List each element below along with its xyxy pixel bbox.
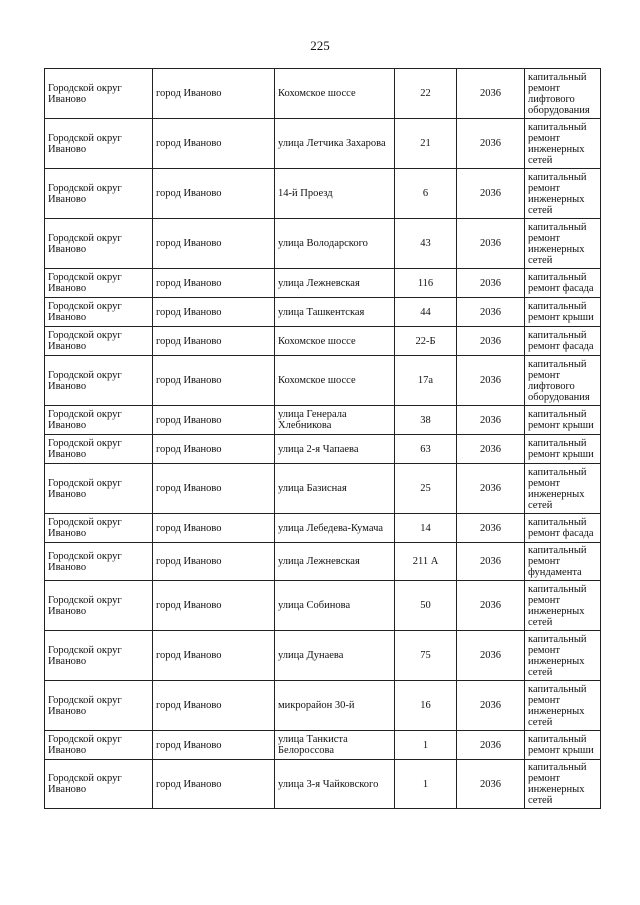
year-cell: 2036 xyxy=(457,119,525,169)
table-row xyxy=(45,219,601,269)
city-cell: город Иваново xyxy=(153,581,275,631)
city-cell: город Иваново xyxy=(153,269,275,298)
municipal-district-cell: Городской округ Иваново xyxy=(45,269,153,298)
repair-schedule-table xyxy=(44,68,601,809)
work-type-cell: капитальный ремонт фасада xyxy=(525,514,601,543)
table-body xyxy=(45,69,601,809)
work-type-cell: капитальный ремонт инженерных сетей xyxy=(525,681,601,731)
work-type-cell: капитальный ремонт инженерных сетей xyxy=(525,464,601,514)
street-cell: улица Собинова xyxy=(275,581,395,631)
year-cell: 2036 xyxy=(457,514,525,543)
house-number-cell: 75 xyxy=(395,631,457,681)
municipal-district-cell: Городской округ Иваново xyxy=(45,581,153,631)
house-number-cell: 38 xyxy=(395,406,457,435)
street-cell: 14-й Проезд xyxy=(275,169,395,219)
municipal-district-cell: Городской округ Иваново xyxy=(45,731,153,760)
house-number-cell: 116 xyxy=(395,269,457,298)
work-type-cell: капитальный ремонт инженерных сетей xyxy=(525,169,601,219)
table-row xyxy=(45,543,601,581)
municipal-district-cell: Городской округ Иваново xyxy=(45,119,153,169)
city-cell: город Иваново xyxy=(153,169,275,219)
table-row xyxy=(45,464,601,514)
year-cell: 2036 xyxy=(457,760,525,809)
work-type-cell: капитальный ремонт лифтового оборудования xyxy=(525,356,601,406)
table-row xyxy=(45,514,601,543)
table-row xyxy=(45,681,601,731)
year-cell: 2036 xyxy=(457,731,525,760)
street-cell: Кохомское шоссе xyxy=(275,356,395,406)
house-number-cell: 1 xyxy=(395,731,457,760)
street-cell: улица Лебедева-Кумача xyxy=(275,514,395,543)
city-cell: город Иваново xyxy=(153,298,275,327)
year-cell: 2036 xyxy=(457,219,525,269)
work-type-cell: капитальный ремонт инженерных сетей xyxy=(525,119,601,169)
street-cell: улица Ташкентская xyxy=(275,298,395,327)
municipal-district-cell: Городской округ Иваново xyxy=(45,631,153,681)
year-cell: 2036 xyxy=(457,69,525,119)
street-cell: улица Танкиста Белороссова xyxy=(275,731,395,760)
street-cell: улица Базисная xyxy=(275,464,395,514)
table-row xyxy=(45,631,601,681)
street-cell: Кохомское шоссе xyxy=(275,69,395,119)
year-cell: 2036 xyxy=(457,543,525,581)
street-cell: улица Володарского xyxy=(275,219,395,269)
table-row xyxy=(45,298,601,327)
street-cell: Кохомское шоссе xyxy=(275,327,395,356)
street-cell: улица Летчика Захарова xyxy=(275,119,395,169)
table-row xyxy=(45,169,601,219)
house-number-cell: 1 xyxy=(395,760,457,809)
table-row xyxy=(45,731,601,760)
municipal-district-cell: Городской округ Иваново xyxy=(45,760,153,809)
street-cell: улица Лежневская xyxy=(275,269,395,298)
work-type-cell: капитальный ремонт инженерных сетей xyxy=(525,631,601,681)
house-number-cell: 50 xyxy=(395,581,457,631)
table-row xyxy=(45,356,601,406)
year-cell: 2036 xyxy=(457,435,525,464)
house-number-cell: 17а xyxy=(395,356,457,406)
work-type-cell: капитальный ремонт инженерных сетей xyxy=(525,760,601,809)
street-cell: улица Дунаева xyxy=(275,631,395,681)
page-number: 225 xyxy=(310,38,330,53)
city-cell: город Иваново xyxy=(153,356,275,406)
work-type-cell: капитальный ремонт крыши xyxy=(525,298,601,327)
municipal-district-cell: Городской округ Иваново xyxy=(45,69,153,119)
municipal-district-cell: Городской округ Иваново xyxy=(45,169,153,219)
work-type-cell: капитальный ремонт крыши xyxy=(525,435,601,464)
city-cell: город Иваново xyxy=(153,219,275,269)
city-cell: город Иваново xyxy=(153,327,275,356)
table-row xyxy=(45,327,601,356)
street-cell: улица Лежневская xyxy=(275,543,395,581)
street-cell: микрорайон 30-й xyxy=(275,681,395,731)
municipal-district-cell: Городской округ Иваново xyxy=(45,219,153,269)
city-cell: город Иваново xyxy=(153,464,275,514)
city-cell: город Иваново xyxy=(153,543,275,581)
house-number-cell: 22-Б xyxy=(395,327,457,356)
year-cell: 2036 xyxy=(457,631,525,681)
city-cell: город Иваново xyxy=(153,406,275,435)
city-cell: город Иваново xyxy=(153,435,275,464)
street-cell: улица Генерала Хлебникова xyxy=(275,406,395,435)
municipal-district-cell: Городской округ Иваново xyxy=(45,406,153,435)
street-cell: улица 2-я Чапаева xyxy=(275,435,395,464)
table-row xyxy=(45,760,601,809)
municipal-district-cell: Городской округ Иваново xyxy=(45,543,153,581)
city-cell: город Иваново xyxy=(153,731,275,760)
house-number-cell: 22 xyxy=(395,69,457,119)
work-type-cell: капитальный ремонт крыши xyxy=(525,731,601,760)
work-type-cell: капитальный ремонт крыши xyxy=(525,406,601,435)
table-row xyxy=(45,435,601,464)
year-cell: 2036 xyxy=(457,327,525,356)
city-cell: город Иваново xyxy=(153,514,275,543)
municipal-district-cell: Городской округ Иваново xyxy=(45,298,153,327)
year-cell: 2036 xyxy=(457,269,525,298)
table-row xyxy=(45,581,601,631)
house-number-cell: 63 xyxy=(395,435,457,464)
municipal-district-cell: Городской округ Иваново xyxy=(45,681,153,731)
municipal-district-cell: Городской округ Иваново xyxy=(45,514,153,543)
city-cell: город Иваново xyxy=(153,69,275,119)
house-number-cell: 44 xyxy=(395,298,457,327)
municipal-district-cell: Городской округ Иваново xyxy=(45,464,153,514)
house-number-cell: 25 xyxy=(395,464,457,514)
house-number-cell: 6 xyxy=(395,169,457,219)
work-type-cell: капитальный ремонт фундамента xyxy=(525,543,601,581)
city-cell: город Иваново xyxy=(153,760,275,809)
municipal-district-cell: Городской округ Иваново xyxy=(45,327,153,356)
table-row xyxy=(45,406,601,435)
city-cell: город Иваново xyxy=(153,681,275,731)
house-number-cell: 16 xyxy=(395,681,457,731)
year-cell: 2036 xyxy=(457,581,525,631)
year-cell: 2036 xyxy=(457,681,525,731)
city-cell: город Иваново xyxy=(153,119,275,169)
work-type-cell: капитальный ремонт фасада xyxy=(525,327,601,356)
house-number-cell: 21 xyxy=(395,119,457,169)
house-number-cell: 211 А xyxy=(395,543,457,581)
table-row xyxy=(45,119,601,169)
municipal-district-cell: Городской округ Иваново xyxy=(45,435,153,464)
work-type-cell: капитальный ремонт инженерных сетей xyxy=(525,219,601,269)
year-cell: 2036 xyxy=(457,406,525,435)
work-type-cell: капитальный ремонт фасада xyxy=(525,269,601,298)
house-number-cell: 43 xyxy=(395,219,457,269)
house-number-cell: 14 xyxy=(395,514,457,543)
year-cell: 2036 xyxy=(457,169,525,219)
work-type-cell: капитальный ремонт лифтового оборудования xyxy=(525,69,601,119)
municipal-district-cell: Городской округ Иваново xyxy=(45,356,153,406)
year-cell: 2036 xyxy=(457,298,525,327)
city-cell: город Иваново xyxy=(153,631,275,681)
work-type-cell: капитальный ремонт инженерных сетей xyxy=(525,581,601,631)
street-cell: улица 3-я Чайковского xyxy=(275,760,395,809)
table-row xyxy=(45,69,601,119)
year-cell: 2036 xyxy=(457,356,525,406)
table-row xyxy=(45,269,601,298)
year-cell: 2036 xyxy=(457,464,525,514)
